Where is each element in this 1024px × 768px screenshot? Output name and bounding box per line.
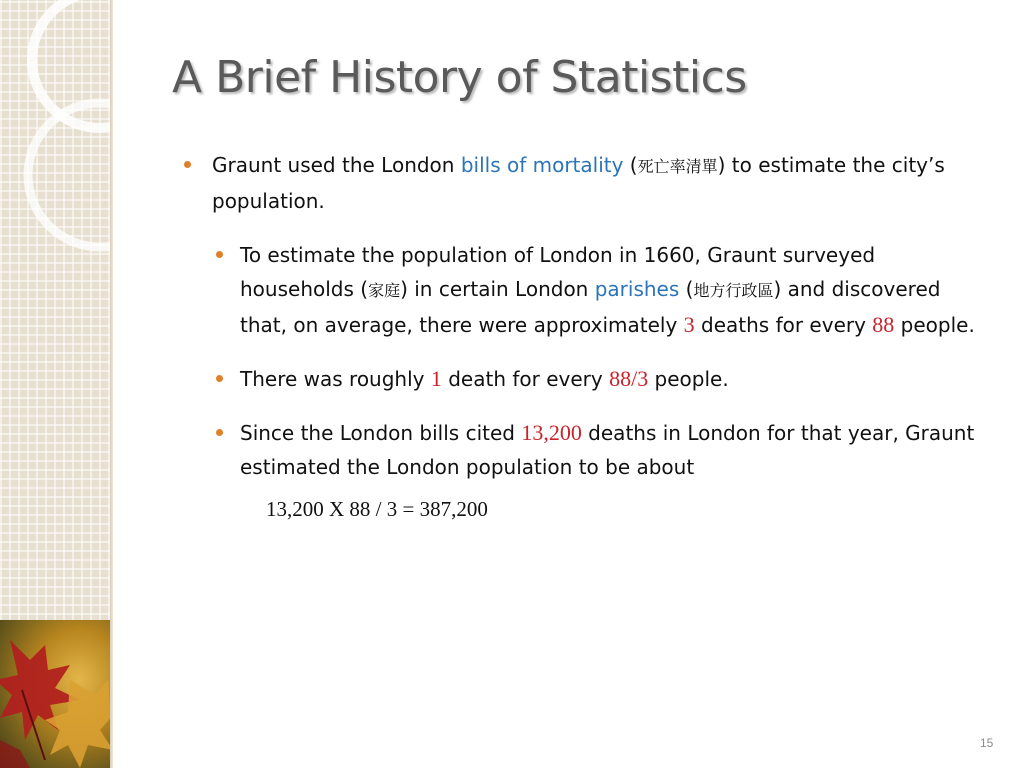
bullet-graunt-bills: [178, 148, 990, 218]
bullet-text: (: [679, 277, 694, 301]
bullet-text: deaths in London for that year, Graunt estimated the London population to be about: [240, 421, 975, 479]
slide-number: 15: [980, 736, 994, 750]
autumn-leaves-image: [0, 620, 113, 768]
subbullet-death-ratio: [212, 362, 990, 396]
bullet-text: To estimate the population of London in 1660, Graunt surveyed households (: [240, 243, 876, 301]
highlight-number: 1: [430, 366, 442, 391]
population-formula: 13,200 X 88 / 3 = 387,200: [266, 497, 488, 521]
bullet-text: deaths for every: [694, 313, 873, 337]
bullet-text: ) in certain London: [400, 277, 595, 301]
slide-body: [178, 148, 990, 526]
bullet-text: ) to estimate the city’s population.: [212, 153, 945, 213]
subbullet-estimate-population: [212, 238, 990, 342]
bullet-icon: [216, 251, 223, 258]
bullet-text: There was roughly: [240, 367, 431, 391]
side-panel-edge: [110, 0, 113, 768]
subbullet-population-estimate: [212, 416, 990, 484]
bullet-text: (: [623, 153, 638, 177]
bills-of-mortality-term: bills of mortality: [460, 153, 624, 177]
bullet-text: death for every: [441, 367, 610, 391]
maple-leaf-icon: [0, 620, 113, 768]
bullet-icon: [216, 429, 223, 436]
bullet-text: people.: [648, 367, 729, 391]
bullet-text: Graunt used the London: [212, 153, 461, 177]
bullet-text: people.: [894, 313, 975, 337]
bullet-icon: [184, 161, 191, 168]
bullet-text: Since the London bills cited: [240, 421, 522, 445]
bullet-icon: [216, 375, 223, 382]
chinese-translation: 死亡率清單: [637, 157, 718, 176]
highlight-number: 3: [683, 312, 695, 337]
highlight-number: 88/3: [609, 366, 649, 391]
slide-title: A Brief History of Statistics: [172, 52, 747, 103]
decorative-side-panel: [0, 0, 113, 768]
parishes-term: parishes: [594, 277, 680, 301]
highlight-number: 88: [872, 312, 895, 337]
bullet-text: ) and discovered that, on average, there were approximately: [240, 277, 941, 337]
chinese-translation: 地方行政區: [693, 281, 774, 300]
chinese-translation: 家庭: [368, 281, 401, 300]
highlight-number: 13,200: [521, 420, 582, 445]
